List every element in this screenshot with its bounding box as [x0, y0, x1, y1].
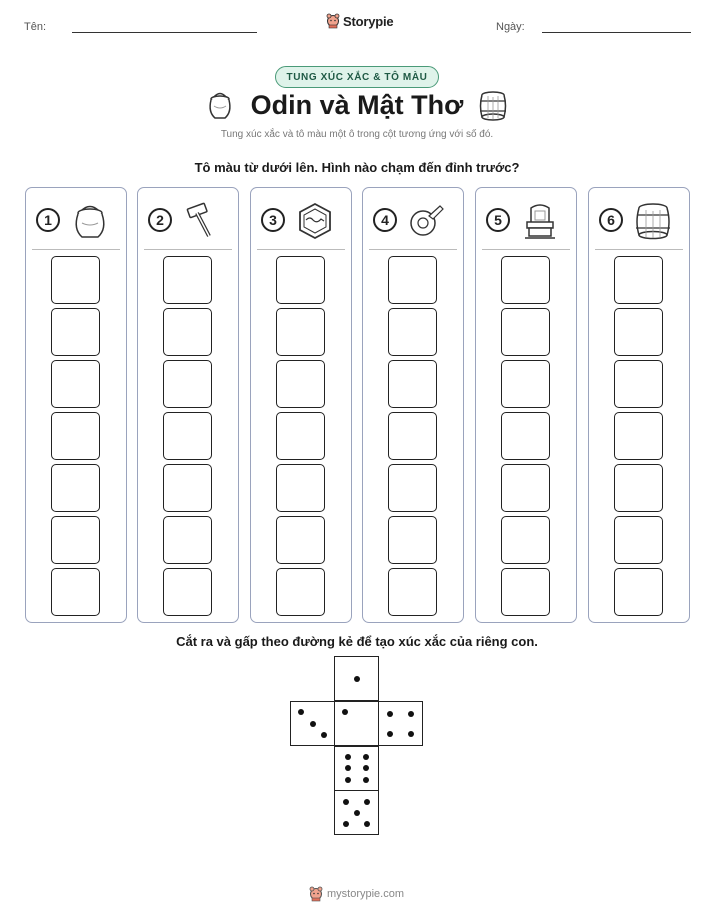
pip: [321, 732, 327, 738]
color-box[interactable]: [163, 360, 212, 408]
throne-icon: [520, 202, 560, 240]
color-box[interactable]: [501, 360, 550, 408]
date-label: Ngày:: [496, 21, 525, 33]
color-box[interactable]: [388, 308, 437, 356]
column-divider: [369, 249, 457, 250]
color-box[interactable]: [388, 464, 437, 512]
color-box[interactable]: [501, 516, 550, 564]
color-box[interactable]: [51, 412, 100, 460]
name-line[interactable]: [72, 32, 257, 33]
color-box[interactable]: [388, 516, 437, 564]
dice-face-4-right: [378, 701, 423, 746]
pip: [408, 731, 414, 737]
bread-knife-icon: [407, 202, 447, 240]
color-box[interactable]: [614, 360, 663, 408]
pip: [387, 711, 393, 717]
color-box[interactable]: [163, 464, 212, 512]
footer: [309, 886, 404, 902]
activity-badge: TUNG XÚC XẮC & TÔ MÀU: [275, 66, 439, 88]
column-2: [137, 187, 239, 623]
pip: [354, 810, 360, 816]
color-box[interactable]: [276, 568, 325, 616]
color-box[interactable]: [51, 308, 100, 356]
date-line[interactable]: [542, 32, 691, 33]
color-box[interactable]: [614, 464, 663, 512]
barrel-icon: [478, 90, 508, 122]
pip: [408, 711, 414, 717]
color-box[interactable]: [51, 464, 100, 512]
color-instruction: Tô màu từ dưới lên. Hình nào chạm đến đỉnh trước?: [194, 160, 520, 175]
dice-face-1-center: [334, 701, 379, 746]
column-number: 4: [373, 208, 397, 232]
mascot-icon: [326, 13, 340, 29]
column-divider: [595, 249, 683, 250]
color-box[interactable]: [614, 568, 663, 616]
color-box[interactable]: [614, 256, 663, 304]
color-box[interactable]: [163, 568, 212, 616]
color-box[interactable]: [276, 256, 325, 304]
column-3: [250, 187, 352, 623]
column-4: [362, 187, 464, 623]
pip: [364, 821, 370, 827]
pip: [345, 765, 351, 771]
pip: [354, 676, 360, 682]
footer-url[interactable]: mystorypie.com: [327, 888, 405, 900]
color-box[interactable]: [614, 412, 663, 460]
pip: [298, 709, 304, 715]
column-6: [588, 187, 690, 623]
column-divider: [482, 249, 570, 250]
color-box[interactable]: [388, 256, 437, 304]
color-box[interactable]: [51, 360, 100, 408]
pip: [343, 821, 349, 827]
color-box[interactable]: [276, 308, 325, 356]
color-box[interactable]: [51, 568, 100, 616]
color-box[interactable]: [614, 308, 663, 356]
dice-face-5: [334, 790, 379, 835]
color-box[interactable]: [388, 568, 437, 616]
pip: [364, 799, 370, 805]
mascot-icon: [309, 886, 323, 902]
pip: [310, 721, 316, 727]
color-box[interactable]: [51, 516, 100, 564]
dice-instruction: Cắt ra và gấp theo đường kẻ để tạo xúc xắc của riêng con.: [176, 634, 538, 649]
name-label: Tên:: [24, 21, 47, 33]
dice-face-1-top: [334, 656, 379, 701]
column-number: 6: [599, 208, 623, 232]
dice-face-3-left: [290, 701, 335, 746]
color-box[interactable]: [501, 464, 550, 512]
color-box[interactable]: [501, 256, 550, 304]
color-box[interactable]: [276, 516, 325, 564]
column-number: 3: [261, 208, 285, 232]
column-number: 1: [36, 208, 60, 232]
pip: [343, 799, 349, 805]
column-5: [475, 187, 577, 623]
column-divider: [144, 249, 232, 250]
color-box[interactable]: [614, 516, 663, 564]
color-box[interactable]: [276, 412, 325, 460]
pip: [363, 754, 369, 760]
barrel-icon: [633, 202, 673, 240]
brand-name: Storypie: [343, 13, 394, 29]
pip: [363, 777, 369, 783]
color-box[interactable]: [388, 412, 437, 460]
pip: [342, 709, 348, 715]
honey-hexagon-icon: [295, 202, 335, 240]
column-number: 5: [486, 208, 510, 232]
pip: [363, 765, 369, 771]
dice-face-6: [334, 746, 379, 791]
brand-logo: [326, 13, 393, 29]
color-box[interactable]: [163, 256, 212, 304]
page-title: Odin và Mật Thơ: [250, 90, 464, 120]
column-number: 2: [148, 208, 172, 232]
pip: [387, 731, 393, 737]
pot-icon: [70, 202, 110, 240]
pip: [345, 777, 351, 783]
color-box[interactable]: [163, 516, 212, 564]
column-divider: [257, 249, 345, 250]
page-subtitle: Tung xúc xắc và tô màu một ô trong cột tương ứng với số đó.: [220, 129, 494, 140]
color-box[interactable]: [388, 360, 437, 408]
color-box[interactable]: [501, 568, 550, 616]
color-box[interactable]: [501, 412, 550, 460]
color-box[interactable]: [276, 360, 325, 408]
color-box[interactable]: [163, 308, 212, 356]
color-box[interactable]: [163, 412, 212, 460]
pip: [345, 754, 351, 760]
column-1: [25, 187, 127, 623]
color-box[interactable]: [501, 308, 550, 356]
column-divider: [32, 249, 120, 250]
hammer-icon: [182, 202, 222, 240]
color-box[interactable]: [51, 256, 100, 304]
color-box[interactable]: [276, 464, 325, 512]
